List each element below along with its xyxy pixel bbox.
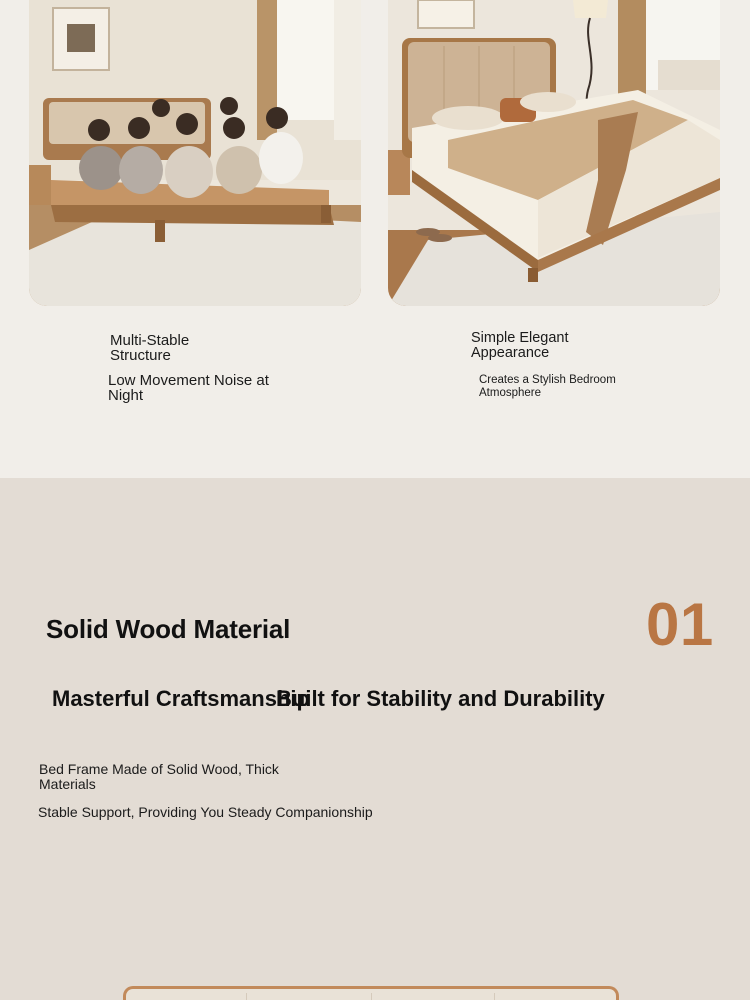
feature-right-subtitle — [479, 374, 616, 399]
feature-left-subtitle-line1: Low Movement Noise at — [108, 372, 269, 389]
feature-left-title-line2: Structure — [110, 347, 171, 364]
section-subheading-right: Built for Stability and Durability — [276, 686, 605, 711]
feature-right-subtitle-line1: Creates a Stylish Bedroom — [479, 374, 616, 386]
section-number: 01 — [646, 591, 714, 658]
bed-headboard-preview — [123, 986, 619, 1000]
section-body-line1: Bed Frame Made of Solid Wood, Thick — [39, 761, 279, 777]
feature-left-title-line1: Multi-Stable — [110, 332, 190, 349]
section-body-line3: Stable Support, Providing You Steady Companionship — [38, 804, 373, 820]
section-heading: Solid Wood Material — [46, 614, 291, 644]
bed-people-photo — [29, 0, 361, 306]
feature-right-title — [471, 331, 569, 361]
feature-right-title-line2: Appearance — [471, 345, 550, 361]
feature-left-title — [110, 333, 189, 363]
solid-wood-section — [0, 478, 750, 1000]
section-subheading-left: Masterful Craftsmanship — [52, 686, 310, 711]
feature-right-subtitle-line2: Atmosphere — [479, 386, 542, 399]
headboard-seam — [246, 993, 247, 1000]
feature-left-subtitle-line2: Night — [108, 387, 144, 404]
feature-right-title-line1: Simple Elegant — [471, 330, 569, 346]
headboard-seam — [494, 993, 495, 1000]
headboard-seam — [371, 993, 372, 1000]
bed-bedroom-photo — [388, 0, 720, 306]
feature-photos-section — [0, 0, 750, 478]
section-body-block — [39, 762, 279, 792]
feature-left-subtitle — [108, 373, 269, 403]
section-body-line2: Materials — [39, 776, 96, 792]
